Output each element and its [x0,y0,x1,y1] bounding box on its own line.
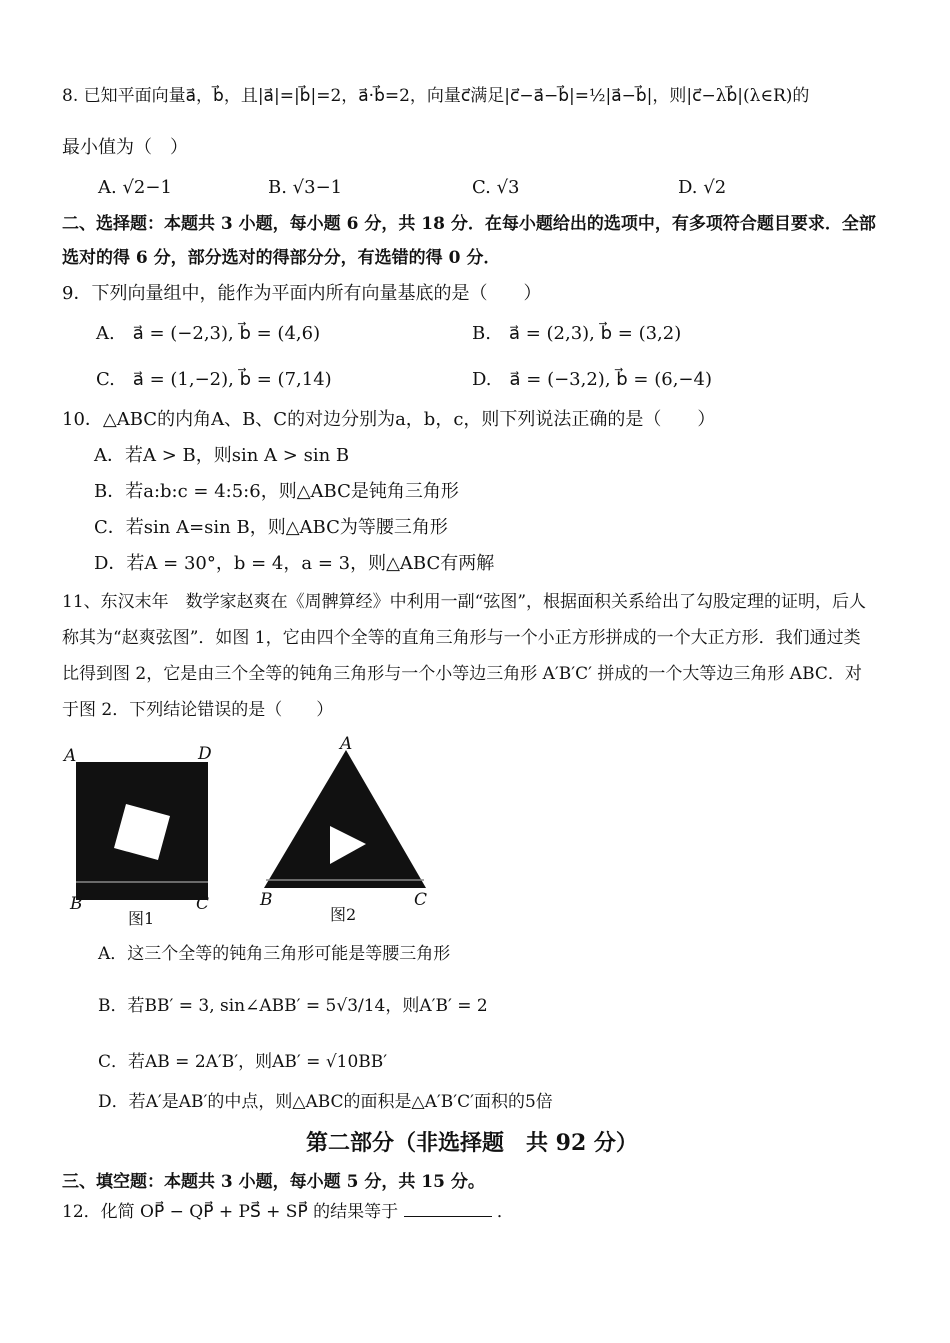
q10-option-d: D．若A = 30°，b = 4，a = 3，则△ABC有两解 [94,553,495,574]
q10-option-c: C．若sin A=sin B，则△ABC为等腰三角形 [94,517,448,538]
q10-option-a: A．若A > B，则sin A > sin B [94,445,350,466]
q11-option-d: D．若A′是AB′的中点，则△ABC的面积是△A′B′C′面积的5倍 [98,1092,553,1112]
figure-2-outer-triangle [264,750,426,888]
q11-stem-line2: 称其为“赵爽弦图”．如图 1，它由四个全等的直角三角形与一个小正方形拼成的一个大正方形．我们通过类 [62,628,861,648]
q8-option-d: D. √2 [678,177,727,198]
q11-stem-line3: 比得到图 2，它是由三个全等的钝角三角形与一个小等边三角形 A′B′C′ 拼成的一个大等边三角形 ABC．对 [62,664,862,684]
q9-option-a: A. a⃗ = (−2,3), b⃗ = (4,6) [96,323,321,344]
section2-heading-line1: 二、选择题：本题共 3 小题，每小题 6 分，共 18 分．在每小题给出的选项中，有多项符合题目要求．全部 [62,214,876,234]
q10-stem: 10．△ABC的内角A、B、C的对边分别为a，b，c，则下列说法正确的是（ ） [62,409,716,430]
figure-1-label-a: A [64,746,77,766]
q12-row [62,1198,514,1224]
figure-1-label-d: D [198,744,212,764]
q9-option-c: C. a⃗ = (1,−2), b⃗ = (7,14) [96,369,332,390]
q10-option-b: B．若a:b:c = 4:5:6，则△ABC是钝角三角形 [94,481,459,502]
section3-heading: 三、填空题：本题共 3 小题，每小题 5 分，共 15 分。 [62,1172,485,1192]
q9-stem: 9．下列向量组中，能作为平面内所有向量基底的是（ ） [62,283,542,304]
q8-option-c: C. √3 [472,177,520,198]
q12-stem: 12．化简 OP⃗ − QP⃗ + PS⃗ + SP⃗ 的结果等于 [62,1202,399,1222]
figure-1-label-b: B [70,894,83,914]
q8-stem-line1: 8. 已知平面向量a⃗，b⃗，且|a⃗|=|b⃗|=2，a⃗·b⃗=2，向量c⃗满足|c⃗−a⃗−b⃗|=½|a⃗−b⃗|，则|c⃗−λb⃗|(λ∈R)的 [62,86,810,106]
q11-option-a: A．这三个全等的钝角三角形可能是等腰三角形 [98,944,451,964]
figure-1-label-c: C [196,894,210,914]
q9-option-b: B. a⃗ = (2,3), b⃗ = (3,2) [472,323,682,344]
q11-stem-line1: 11、东汉末年 数学家赵爽在《周髀算经》中利用一副“弦图”，根据面积关系给出了勾股定理的证明，后人 [62,592,867,612]
q8-stem-line2: 最小值为（ ） [62,137,188,158]
q11-option-b: B．若BB′ = 3, sin∠ABB′ = 5√3/14，则A′B′ = 2 [98,996,488,1016]
figure-2-label-b: B [260,890,273,910]
figure-2-label-a: A [340,734,353,754]
q8-option-a: A. √2−1 [98,177,172,198]
q8-option-b: B. √3−1 [268,177,343,198]
figure-2-caption: 图2 [330,905,357,924]
q12-end-punct: ． [496,1202,514,1222]
q12-answer-blank[interactable] [404,1198,492,1217]
figure-1-caption: 图1 [128,909,155,928]
figure-2-triangle-diagram [258,740,438,900]
q11-option-c: C．若AB = 2A′B′，则AB′ = √10BB′ [98,1052,388,1072]
part-2-title: 第二部分（非选择题 共 92 分） [306,1130,638,1156]
section2-heading-line2: 选对的得 6 分，部分选对的得部分分，有选错的得 0 分． [62,248,501,268]
figure-2-label-c: C [414,890,428,910]
q11-stem-line4: 于图 2．下列结论错误的是（ ） [62,700,334,720]
q9-option-d: D. a⃗ = (−3,2), b⃗ = (6,−4) [472,369,712,390]
